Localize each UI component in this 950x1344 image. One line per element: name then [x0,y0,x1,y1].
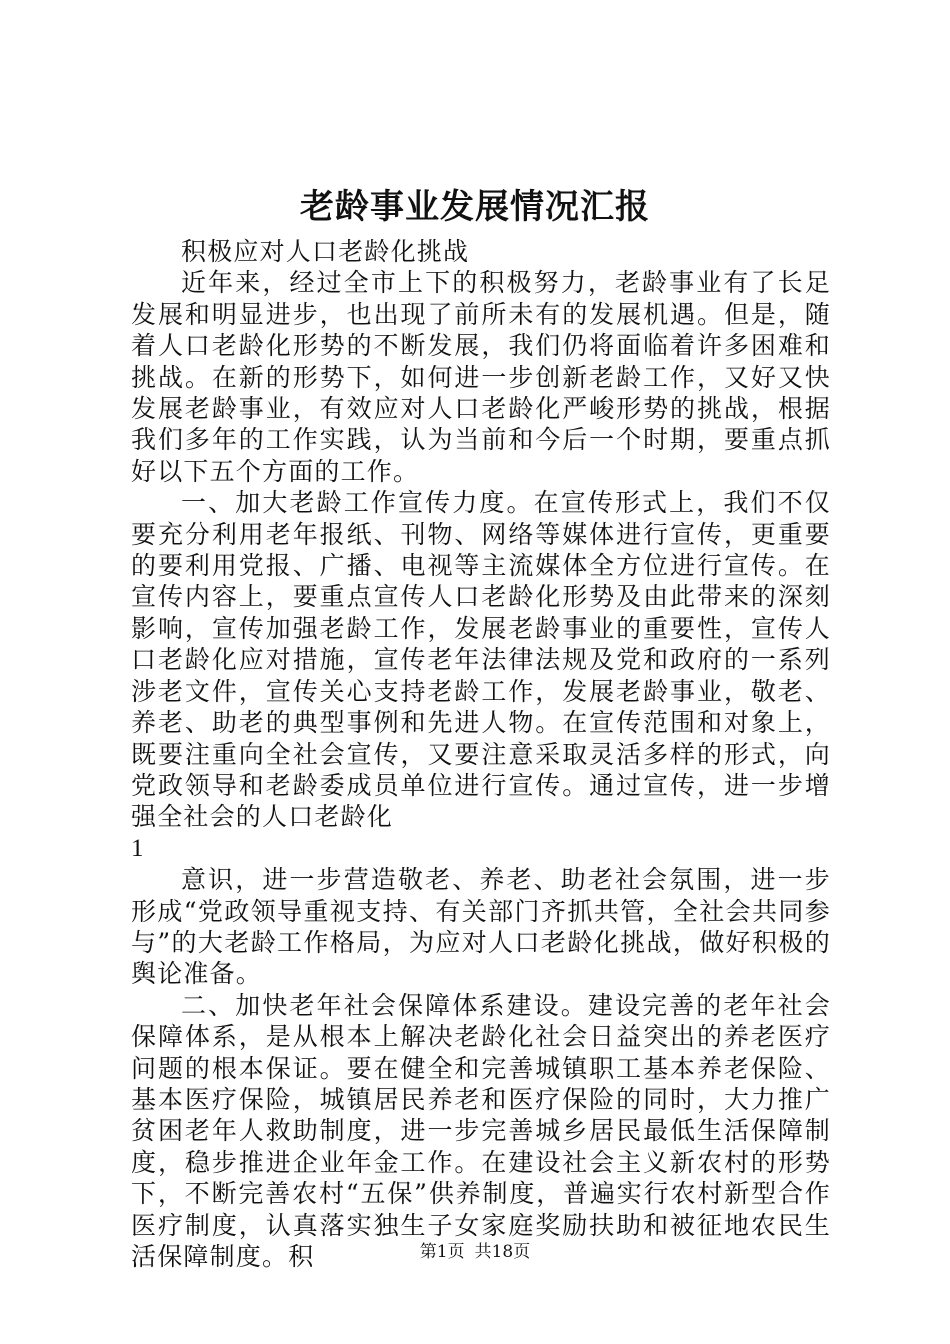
intro-paragraph: 近年来，经过全市上下的积极努力，老龄事业有了长足发展和明显进步，也出现了前所未有的发展机遇。但是，随着人口老龄化形势的不断发展，我们仍将面临着许多困难和挑战。在新的形势下，如何进一步创新老龄工作，又好又快发展老龄事业，有效应对人口老龄化严峻形势的挑战，根据我们多年的工作实践，认为当前和今后一个时期，要重点抓好以下五个方面的工作。 [131,268,831,486]
subtitle-paragraph: 积极应对人口老龄化挑战 [181,237,470,266]
document-title: 老龄事业发展情况汇报 [300,187,650,227]
page-footer [0,1240,950,1264]
section-one-continued-paragraph: 意识，进一步营造敬老、养老、助老社会氛围，进一步形成“党政领导重视支持、有关部门齐抓共管，全社会共同参与”的大老龄工作格局，为应对人口老龄化挑战，做好积极的舆论准备。 [131,865,831,989]
footer-page-number: 第1页 [419,1242,465,1262]
document-body [131,236,831,1272]
section-two-paragraph: 二、加快老年社会保障体系建设。建设完善的老年社会保障体系，是从根本上解决老龄化社会日益突出的养老医疗问题的根本保证。要在健全和完善城镇职工基本养老保险、基本医疗保险，城镇居民养老和医疗保险的同时，大力推广贫困老年人救助制度，进一步完善城乡居民最低生活保障制度，稳步推进企业年金工作。在建设社会主义新农村的形势下，不断完善农村“五保”供养制度，普遍实行农村新型合作医疗制度，认真落实独生子女家庭奖励扶助和被征地农民生活保障制度。积 [131,990,831,1271]
footer-total-pages: 共18页 [474,1242,531,1262]
inline-page-number: 1 [131,834,145,862]
section-one-paragraph: 一、加大老龄工作宣传力度。在宣传形式上，我们不仅要充分利用老年报纸、刊物、网络等媒体进行宣传，更重要的要利用党报、广播、电视等主流媒体全方位进行宣传。在宣传内容上，要重点宣传人口老龄化形势及由此带来的深刻影响，宣传加强老龄工作，发展老龄事业的重要性，宣传人口老龄化应对措施，宣传老年法律法规及党和政府的一系列涉老文件，宣传关心支持老龄工作，发展老龄事业，敬老、养老、助老的典型事例和先进人物。在宣传范围和对象上，既要注重向全社会宣传，又要注意采取灵活多样的形式，向党政领导和老龄委成员单位进行宣传。通过宣传，进一步增强全社会的人口老龄化 [131,488,831,832]
